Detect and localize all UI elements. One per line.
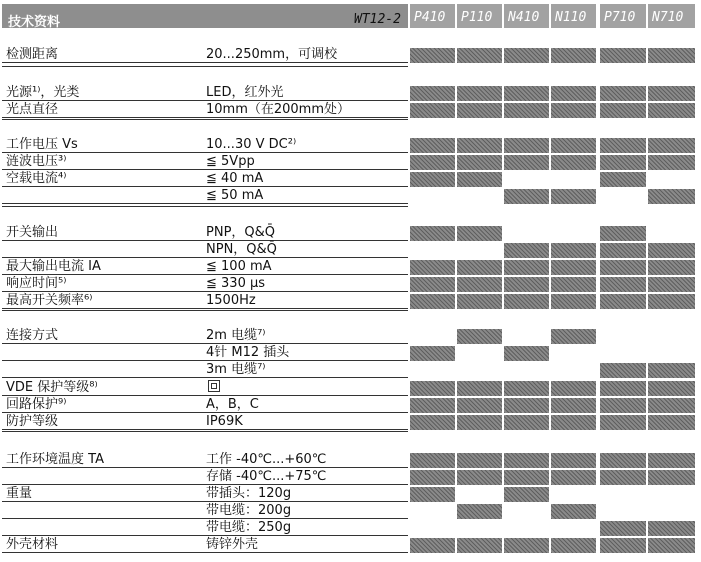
applicability-mark <box>648 470 695 485</box>
spec-label: 最大输出电流 IA <box>6 259 101 274</box>
applicability-mark <box>457 538 502 553</box>
applicability-mark <box>551 243 596 258</box>
spec-label: 最高开关频率⁶⁾ <box>6 293 93 308</box>
row-rule <box>2 343 408 344</box>
section-divider <box>2 310 408 311</box>
applicability-mark <box>600 521 646 536</box>
variant-header-p410: P410 <box>410 4 455 28</box>
applicability-mark <box>600 398 646 413</box>
spec-label: VDE 保护等级⁸⁾ <box>6 380 98 395</box>
spec-label: 光点直径 <box>6 102 59 117</box>
applicability-mark <box>600 381 646 396</box>
protection-class-ii-icon <box>208 380 220 392</box>
spec-value: 3m 电缆⁷⁾ <box>206 362 266 377</box>
applicability-mark <box>457 138 502 153</box>
applicability-mark <box>600 294 646 309</box>
spec-value: ≦ 5Vpp <box>206 154 255 169</box>
applicability-mark <box>410 277 455 292</box>
applicability-mark <box>410 86 455 101</box>
applicability-mark <box>504 346 549 361</box>
applicability-mark <box>551 103 596 118</box>
spec-value: 工作 -40℃...+60℃ <box>206 452 327 467</box>
spec-value: IP69K <box>206 414 243 429</box>
applicability-mark <box>457 226 502 241</box>
spec-value <box>206 380 220 396</box>
applicability-mark <box>648 294 695 309</box>
spec-label: 重量 <box>6 486 33 501</box>
applicability-mark <box>600 226 646 241</box>
applicability-mark <box>648 538 695 553</box>
applicability-mark <box>600 260 646 275</box>
spec-value: PNP，Q&Q̄ <box>206 225 276 240</box>
row-rule <box>2 62 408 63</box>
applicability-mark <box>457 415 502 430</box>
applicability-mark <box>551 86 596 101</box>
applicability-mark <box>457 86 502 101</box>
applicability-mark <box>551 277 596 292</box>
applicability-mark <box>551 470 596 485</box>
applicability-mark <box>648 453 695 468</box>
applicability-mark <box>504 103 549 118</box>
spec-label: 工作电压 Vs <box>6 137 78 152</box>
applicability-mark <box>648 138 695 153</box>
spec-label: 光源¹⁾，光类 <box>6 85 80 100</box>
spec-value: LED，红外光 <box>206 85 284 100</box>
spec-value: NPN，Q&Q̄ <box>206 242 277 257</box>
applicability-mark <box>410 103 455 118</box>
applicability-mark <box>600 415 646 430</box>
spec-label: 空载电流⁴⁾ <box>6 171 67 186</box>
applicability-mark <box>600 103 646 118</box>
applicability-mark <box>410 226 455 241</box>
applicability-mark <box>457 398 502 413</box>
applicability-mark <box>410 453 455 468</box>
applicability-mark <box>457 103 502 118</box>
spec-label: 检测距离 <box>6 47 59 62</box>
applicability-mark <box>457 277 502 292</box>
applicability-mark <box>551 48 596 63</box>
spec-value: ≦ 50 mA <box>206 188 264 203</box>
applicability-mark <box>410 155 455 170</box>
applicability-mark <box>410 415 455 430</box>
spec-label: 回路保护⁹⁾ <box>6 397 67 412</box>
applicability-mark <box>504 415 549 430</box>
spec-value: ≦ 330 μs <box>206 276 266 291</box>
row-rule <box>2 257 408 258</box>
applicability-mark <box>410 346 455 361</box>
applicability-mark <box>504 48 549 63</box>
applicability-mark <box>504 470 549 485</box>
spec-value: 10...30 V DC²⁾ <box>206 137 297 152</box>
applicability-mark <box>600 470 646 485</box>
applicability-mark <box>457 155 502 170</box>
header-model: WT12-2 <box>354 12 401 27</box>
applicability-mark <box>648 363 695 378</box>
applicability-mark <box>600 155 646 170</box>
applicability-mark <box>600 538 646 553</box>
header-bar <box>2 4 408 28</box>
variant-header-p110: P110 <box>457 4 502 28</box>
applicability-mark <box>648 243 695 258</box>
applicability-mark <box>457 294 502 309</box>
applicability-mark <box>457 172 502 187</box>
spec-label: 开关输出 <box>6 225 59 240</box>
applicability-mark <box>600 363 646 378</box>
applicability-mark <box>410 48 455 63</box>
row-rule <box>2 377 408 378</box>
applicability-mark <box>600 172 646 187</box>
applicability-mark <box>504 487 549 502</box>
applicability-mark <box>504 398 549 413</box>
spec-value: ≦ 40 mA <box>206 171 264 186</box>
applicability-mark <box>600 138 646 153</box>
spec-value: ≦ 100 mA <box>206 259 272 274</box>
applicability-mark <box>600 86 646 101</box>
spec-value: 铸锌外壳 <box>206 537 259 552</box>
applicability-mark <box>457 381 502 396</box>
applicability-mark <box>648 521 695 536</box>
row-rule <box>2 501 408 502</box>
applicability-mark <box>504 86 549 101</box>
spec-label: 响应时间⁵⁾ <box>6 276 67 291</box>
applicability-mark <box>648 48 695 63</box>
applicability-mark <box>600 48 646 63</box>
applicability-mark <box>648 103 695 118</box>
applicability-mark <box>410 487 455 502</box>
applicability-mark <box>648 155 695 170</box>
applicability-mark <box>410 538 455 553</box>
row-rule <box>2 203 408 204</box>
row-rule <box>2 518 408 519</box>
variant-header-n410: N410 <box>504 4 549 28</box>
applicability-mark <box>551 294 596 309</box>
applicability-mark <box>551 155 596 170</box>
applicability-mark <box>410 172 455 187</box>
applicability-mark <box>410 294 455 309</box>
applicability-mark <box>457 260 502 275</box>
applicability-mark <box>504 243 549 258</box>
applicability-mark <box>551 415 596 430</box>
applicability-mark <box>648 398 695 413</box>
applicability-mark <box>551 138 596 153</box>
row-rule <box>2 484 408 485</box>
section-divider <box>2 66 408 67</box>
applicability-mark <box>504 277 549 292</box>
variant-header-n710: N710 <box>648 4 695 28</box>
spec-value: 1500Hz <box>206 293 256 308</box>
applicability-mark <box>504 155 549 170</box>
spec-value: 2m 电缆⁷⁾ <box>206 328 266 343</box>
applicability-mark <box>648 86 695 101</box>
applicability-mark <box>551 504 596 519</box>
spec-value: 20...250mm，可调校 <box>206 47 338 62</box>
applicability-mark <box>504 138 549 153</box>
applicability-mark <box>457 470 502 485</box>
applicability-mark <box>504 453 549 468</box>
applicability-mark <box>551 260 596 275</box>
spec-value: 存储 -40℃...+75℃ <box>206 469 327 484</box>
applicability-mark <box>648 415 695 430</box>
applicability-mark <box>457 504 502 519</box>
row-rule <box>2 552 408 553</box>
applicability-mark <box>504 189 549 204</box>
spec-value: 10mm（在200mm处） <box>206 102 351 117</box>
applicability-mark <box>551 381 596 396</box>
applicability-mark <box>551 189 596 204</box>
applicability-mark <box>504 381 549 396</box>
applicability-mark <box>410 470 455 485</box>
applicability-mark <box>504 260 549 275</box>
spec-label: 涟波电压³⁾ <box>6 154 67 169</box>
applicability-mark <box>600 243 646 258</box>
applicability-mark <box>410 381 455 396</box>
applicability-mark <box>504 538 549 553</box>
applicability-mark <box>600 453 646 468</box>
applicability-mark <box>410 138 455 153</box>
applicability-mark <box>648 260 695 275</box>
applicability-mark <box>600 277 646 292</box>
applicability-mark <box>457 453 502 468</box>
applicability-mark <box>504 294 549 309</box>
header-title: 技术资料 <box>8 15 61 30</box>
spec-value: 带电缆：200g <box>206 503 292 518</box>
applicability-mark <box>457 48 502 63</box>
applicability-mark <box>457 329 502 344</box>
applicability-mark <box>551 453 596 468</box>
applicability-mark <box>410 398 455 413</box>
spec-label: 连接方式 <box>6 328 59 343</box>
row-rule <box>2 429 408 430</box>
row-rule <box>2 360 408 361</box>
applicability-mark <box>410 260 455 275</box>
spec-label: 防护等级 <box>6 414 59 429</box>
spec-label: 工作环境温度 TA <box>6 452 104 467</box>
spec-label: 外壳材料 <box>6 537 59 552</box>
section-divider <box>2 431 408 432</box>
spec-value: A，B，C <box>206 397 259 412</box>
spec-value: 带电缆：250g <box>206 520 292 535</box>
applicability-mark <box>551 329 596 344</box>
section-divider <box>2 119 408 120</box>
section-divider <box>2 206 408 207</box>
row-rule <box>2 535 408 536</box>
spec-value: 4针 M12 插头 <box>206 345 290 360</box>
applicability-mark <box>551 538 596 553</box>
applicability-mark <box>551 398 596 413</box>
applicability-mark <box>648 381 695 396</box>
applicability-mark <box>648 277 695 292</box>
variant-header-p710: P710 <box>600 4 646 28</box>
variant-header-n110: N110 <box>551 4 596 28</box>
row-rule <box>2 240 408 241</box>
spec-value: 带插头：120g <box>206 486 292 501</box>
applicability-mark <box>648 189 695 204</box>
